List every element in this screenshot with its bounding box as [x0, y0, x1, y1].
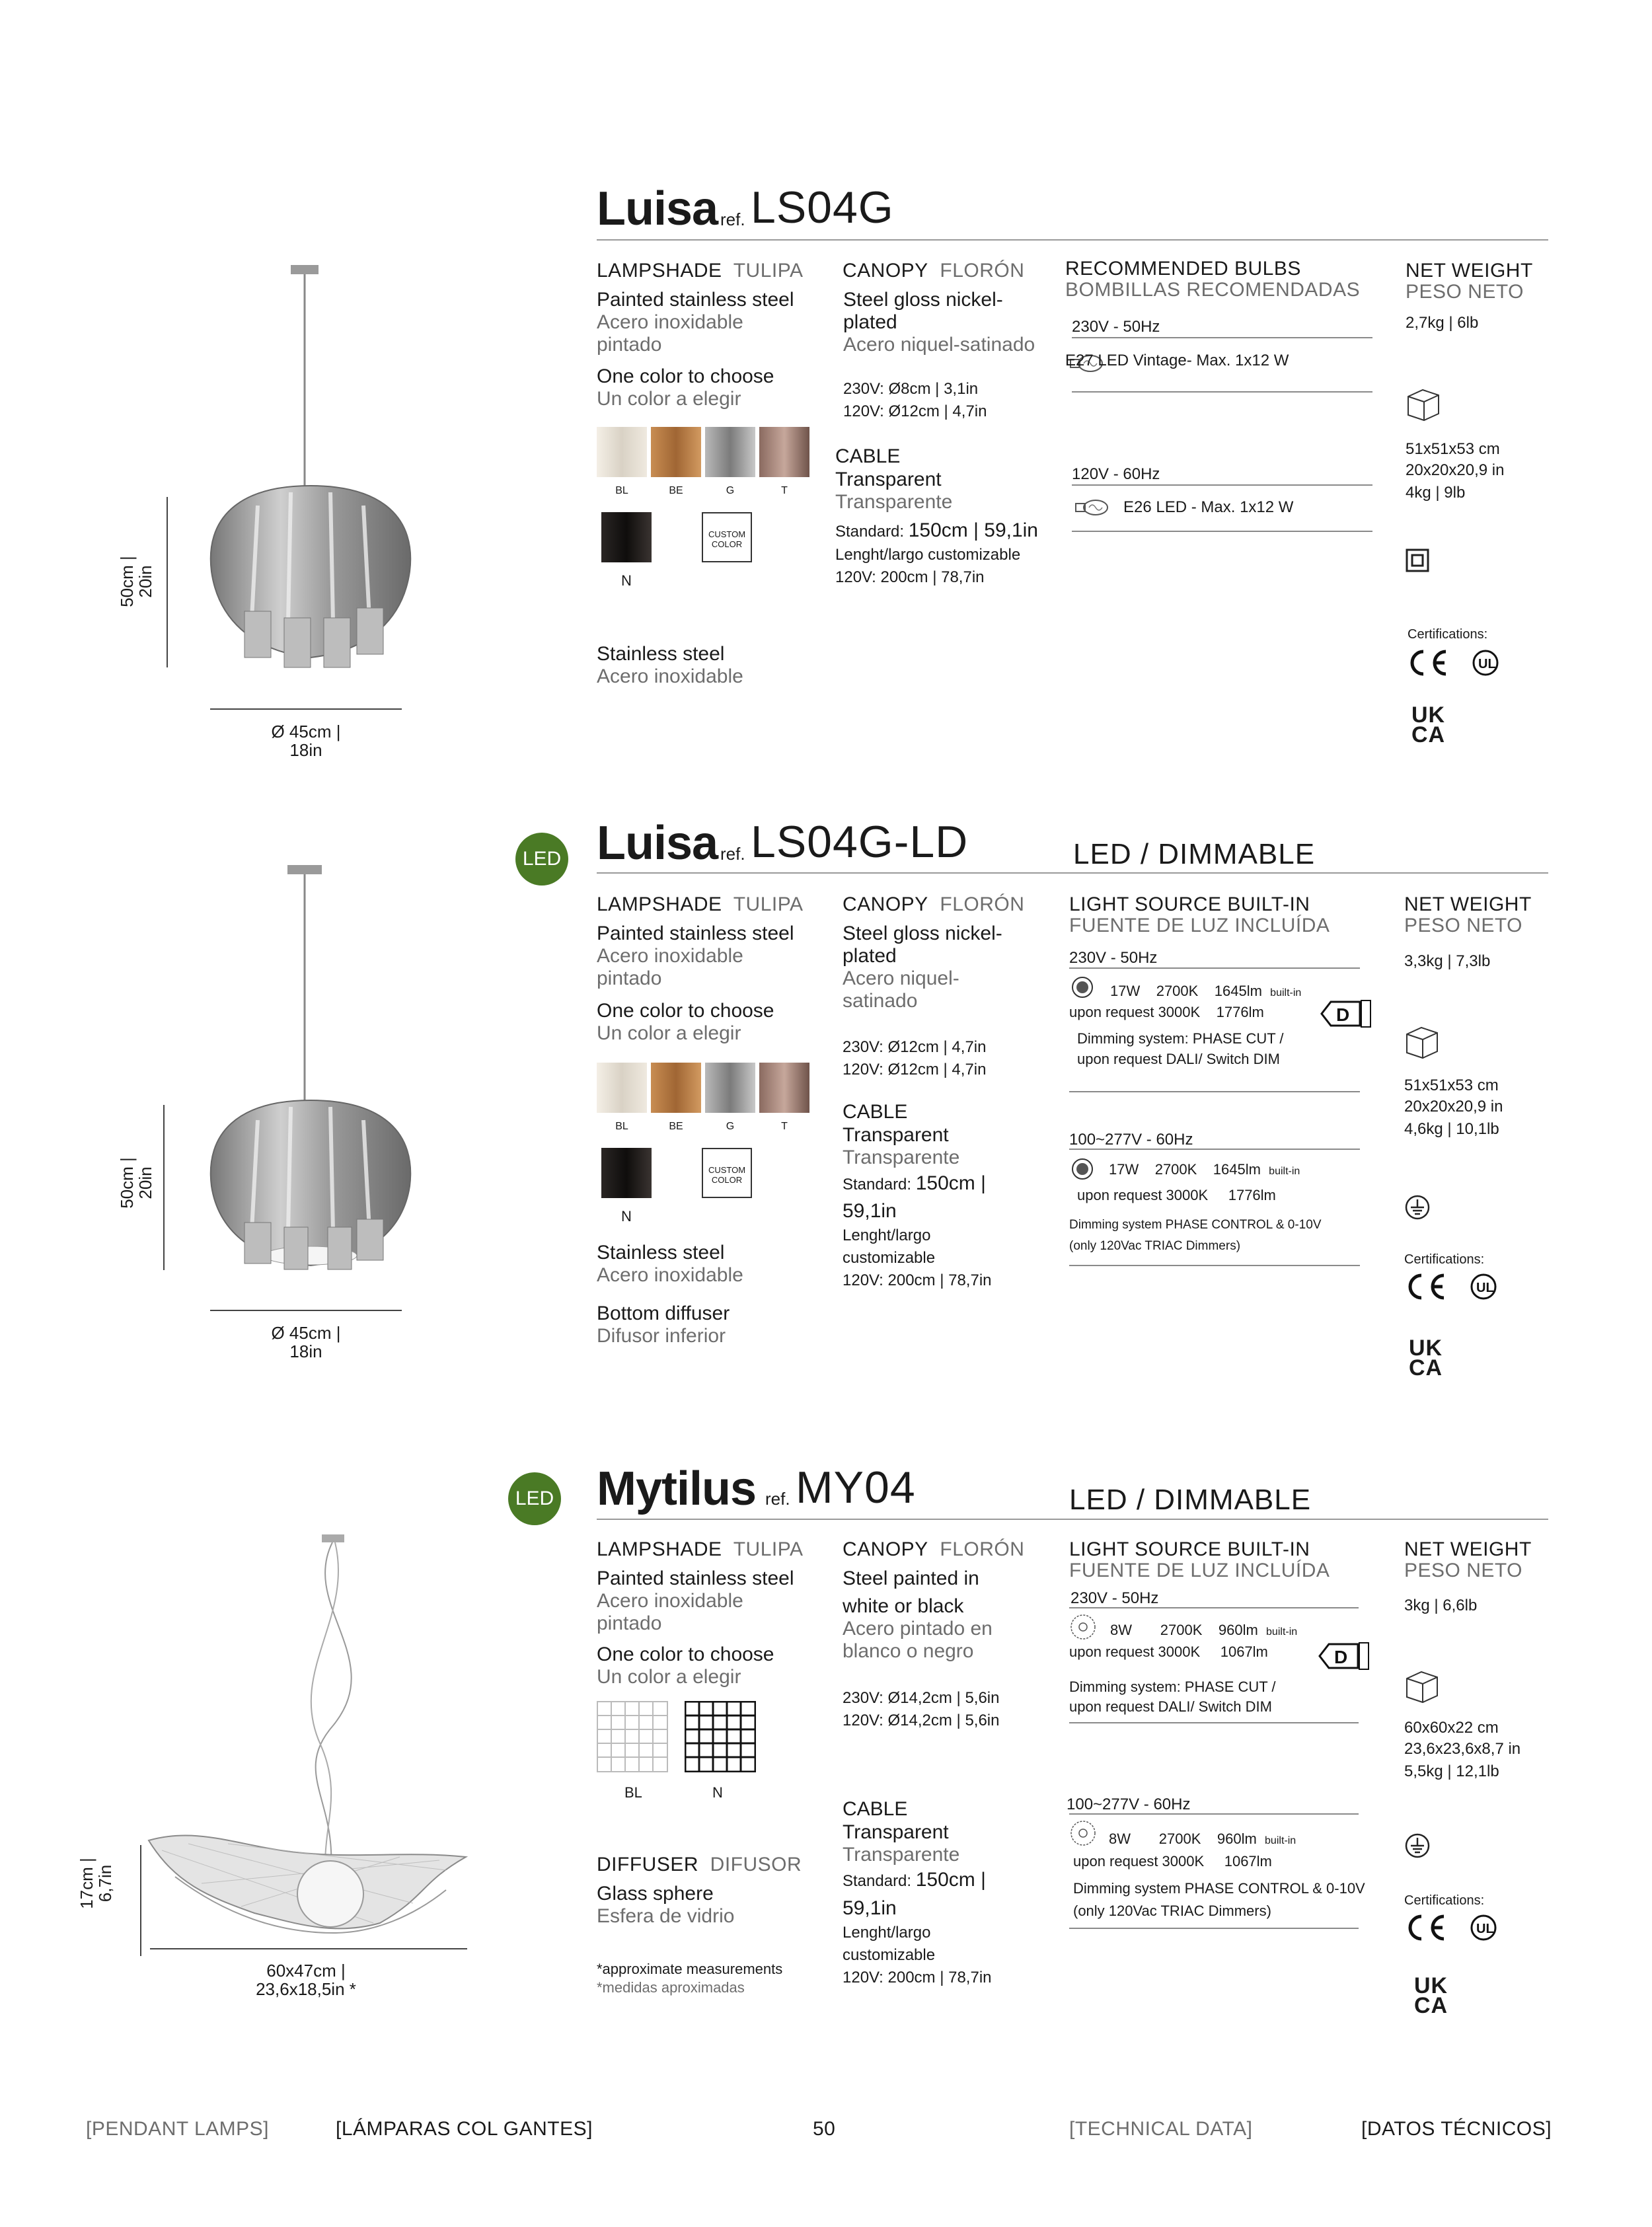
request-kelvin: 3000K — [1158, 1004, 1201, 1020]
canopy-dim-120: 120V: Ø14,2cm | 5,6in — [843, 1712, 1000, 1729]
source-lumens: 1645lm — [1214, 983, 1262, 999]
cable-custom-1: Lenght/largo — [843, 1227, 931, 1244]
bulb-120v-type: E26 LED - Max. 1x12 W — [1123, 498, 1294, 516]
canopy-dim-120: 120V: Ø12cm | 4,7in — [843, 1061, 987, 1078]
footer-section-en: [PENDANT LAMPS] — [86, 2118, 270, 2140]
energy-class: D — [1334, 1647, 1348, 1667]
lampshade-heading — [597, 893, 804, 916]
lampshade-material: Painted stainless steel — [597, 1567, 794, 1589]
product-title: Luisa — [597, 817, 718, 870]
source-watts: 17W — [1110, 983, 1141, 999]
header-rule — [597, 872, 1548, 874]
source-kelvin: 2700K — [1154, 1161, 1197, 1178]
source-lumens: 1645lm — [1213, 1161, 1261, 1178]
led-badge: LED — [508, 1472, 561, 1525]
cable-standard-prefix: Standard: — [843, 1872, 912, 1890]
cable-standard — [835, 519, 1038, 542]
box-icon — [1406, 383, 1443, 423]
swatch-be[interactable] — [651, 427, 701, 477]
canopy-material-1: Steel painted in — [843, 1567, 979, 1589]
canopy-label: CANOPY — [843, 893, 928, 915]
cable-120v: 120V: 200cm | 78,7in — [843, 1969, 992, 1986]
cert-label: Certifications: — [1408, 627, 1488, 642]
ref-label: ref. — [765, 1489, 790, 1509]
bulbs-title: RECOMMENDED BULBS — [1065, 258, 1301, 280]
ul-mark: UL — [1476, 1922, 1494, 1936]
cable-standard-value: 150cm | — [915, 1869, 986, 1891]
cable-material: Transparent — [843, 1124, 949, 1146]
rule — [1069, 1722, 1359, 1723]
box-size-cm: 51x51x53 cm — [1404, 1076, 1499, 1094]
dimming-b1: Dimming system PHASE CONTROL & 0-10V — [1073, 1880, 1365, 1897]
product-title: Mytilus — [597, 1462, 757, 1515]
swatch-t[interactable] — [759, 1063, 809, 1113]
product-ref: LS04G — [751, 182, 894, 233]
canopy-dim-230: 230V: Ø8cm | 3,1in — [843, 380, 979, 398]
rule — [1069, 1091, 1360, 1092]
height-dimension-line — [140, 1845, 141, 1956]
dimming-2: upon request DALI/ Switch DIM — [1077, 1051, 1280, 1067]
cable-standard-prefix: Standard: — [843, 1176, 912, 1193]
dimming-1: Dimming system: PHASE CUT / — [1077, 1030, 1284, 1047]
swatch-bl[interactable] — [597, 427, 647, 477]
ul-mark: UL — [1476, 1281, 1494, 1295]
swatch-label: BE — [669, 485, 683, 496]
cable-custom: Lenght/largo customizable — [835, 546, 1021, 564]
width-value-in: 18in — [289, 740, 322, 760]
diffuser-material-es: Esfera de vidrio — [597, 1905, 735, 1927]
energy-class-icon — [1318, 1642, 1370, 1671]
builtin-note: built-in — [1266, 1626, 1298, 1638]
lampshade-material-es-2: pintado — [597, 967, 662, 989]
swatch-label: T — [781, 1121, 788, 1132]
height-dimension-line — [167, 497, 168, 667]
color-note-es: Un color a elegir — [597, 1666, 741, 1688]
canopy-material-2: plated — [843, 945, 897, 967]
swatch-label: BE — [669, 1121, 683, 1132]
box-weight: 4kg | 9lb — [1406, 484, 1466, 502]
canopy-dim-120: 120V: Ø12cm | 4,7in — [843, 402, 987, 420]
approx-note: *approximate measurements — [597, 1961, 783, 1977]
width-value: 60x47cm | — [266, 1961, 346, 1981]
cable-label: CABLE — [843, 1101, 908, 1123]
ref-label: ref. — [720, 844, 745, 864]
weight-title-es: PESO NETO — [1404, 1560, 1522, 1581]
lampshade-label-es: TULIPA — [733, 893, 804, 915]
canopy-heading — [843, 260, 1024, 282]
rule — [1069, 1149, 1360, 1150]
height-value-in: 20in — [135, 565, 155, 598]
custom-label: CUSTOM — [708, 1165, 746, 1175]
diffuser-material: Glass sphere — [597, 1883, 714, 1905]
canopy-material-1: Steel gloss nickel- — [843, 289, 1003, 311]
weight-title: NET WEIGHT — [1404, 1538, 1532, 1560]
cable-custom-2: customizable — [843, 1946, 936, 1964]
swatch-n[interactable] — [601, 512, 652, 562]
cable-standard — [843, 1172, 986, 1195]
source-kelvin: 2700K — [1160, 1622, 1203, 1638]
source-request — [1069, 1004, 1264, 1021]
request-lumens: 1776lm — [1216, 1004, 1264, 1020]
canopy-material-1: Steel gloss nickel- — [843, 923, 1002, 944]
source-230v: 230V - 50Hz — [1070, 1589, 1159, 1607]
led-chip-icon — [1070, 975, 1094, 999]
approx-note-es: *medidas aproximadas — [597, 1979, 745, 1996]
net-weight: 3kg | 6,6lb — [1404, 1597, 1478, 1614]
class-ii-icon — [1406, 548, 1429, 572]
source-kelvin: 2700K — [1158, 1831, 1201, 1847]
swatch-t[interactable] — [759, 427, 809, 477]
rule — [1069, 1813, 1359, 1815]
cert-label: Certifications: — [1404, 1252, 1485, 1267]
header-rule — [597, 1519, 1548, 1520]
ukca-mark — [1414, 1973, 1448, 2018]
canopy-dim-230: 230V: Ø12cm | 4,7in — [843, 1038, 987, 1056]
bulb-230v-type: E27 LED Vintage- Max. 1x12 W — [1065, 352, 1289, 369]
source-watts: 8W — [1110, 1622, 1132, 1638]
swatch-label: N — [621, 572, 632, 589]
ce-ul-icons — [1404, 1270, 1503, 1303]
height-dimension — [77, 1837, 114, 1930]
source-title: LIGHT SOURCE BUILT-IN — [1069, 893, 1310, 915]
rule — [1072, 531, 1372, 532]
source-spec — [1109, 1831, 1296, 1848]
height-value-in: 20in — [135, 1166, 155, 1199]
custom-label: COLOR — [711, 539, 743, 549]
dimming-b2: (only 120Vac TRIAC Dimmers) — [1069, 1239, 1241, 1253]
source-title: LIGHT SOURCE BUILT-IN — [1069, 1538, 1310, 1560]
height-value: 17cm | — [77, 1858, 96, 1909]
height-value: 50cm | — [117, 1157, 137, 1209]
box-size-in: 20x20x20,9 in — [1406, 461, 1505, 479]
bulbs-120v: 120V - 60Hz — [1072, 465, 1160, 483]
rule — [1069, 1928, 1359, 1929]
diffuser-es: Difusor inferior — [597, 1325, 726, 1347]
lampshade-material-es-1: Acero inoxidable — [597, 945, 743, 967]
canopy-material-2: plated — [843, 311, 897, 333]
canopy-material-es-1: Acero niquel- — [843, 967, 959, 989]
net-weight: 2,7kg | 6lb — [1406, 314, 1479, 332]
swatch-label: T — [781, 485, 788, 496]
color-note: One color to choose — [597, 1643, 774, 1665]
cable-label: CABLE — [835, 445, 901, 467]
energy-class-icon — [1320, 999, 1372, 1028]
cable-standard-value: 150cm | 59,1in — [908, 519, 1038, 541]
ul-mark: UL — [1478, 657, 1496, 671]
swatch-label: BL — [624, 1784, 642, 1801]
footer-technical-en: [TECHNICAL DATA] — [1069, 2118, 1253, 2140]
swatch-n[interactable] — [601, 1148, 652, 1198]
custom-label: CUSTOM — [708, 529, 746, 539]
swatch-label: G — [726, 1121, 735, 1132]
rule — [1069, 967, 1360, 969]
weight-title-es: PESO NETO — [1404, 915, 1522, 936]
source-title-es: FUENTE DE LUZ INCLUÍDA — [1069, 915, 1330, 936]
bulbs-title-es: BOMBILLAS RECOMENDADAS — [1065, 279, 1361, 301]
source-watts: 8W — [1109, 1831, 1131, 1847]
ukca-bottom: CA — [1414, 1993, 1448, 2018]
lampshade-label: LAMPSHADE — [597, 893, 722, 915]
color-note-es: Un color a elegir — [597, 388, 741, 410]
lampshade-label: LAMPSHADE — [597, 1538, 722, 1560]
cable-standard-value: 150cm | — [915, 1172, 986, 1194]
header-rule — [597, 239, 1548, 241]
ukca-mark — [1409, 1338, 1443, 1378]
bulbs-230v: 230V - 50Hz — [1072, 318, 1160, 336]
cable-material-es: Transparente — [843, 1147, 960, 1168]
box-size-in: 23,6x23,6x8,7 in — [1404, 1740, 1521, 1758]
swatch-label: BL — [615, 1121, 628, 1132]
source-spec — [1110, 1622, 1297, 1639]
cable-label: CABLE — [843, 1798, 908, 1820]
canopy-label: CANOPY — [843, 1538, 928, 1560]
rule — [1072, 391, 1372, 393]
canopy-material-es-1: Acero pintado en — [843, 1618, 993, 1640]
swatch-g[interactable] — [705, 427, 755, 477]
source-spec — [1110, 983, 1301, 1000]
cable-material-es: Transparente — [843, 1844, 960, 1866]
lampshade-material-es-1: Acero inoxidable — [597, 311, 743, 333]
lampshade-label-es: TULIPA — [733, 1538, 804, 1560]
custom-color-swatch[interactable] — [702, 512, 752, 562]
height-dimension — [118, 1137, 155, 1229]
dimming-b2: (only 120Vac TRIAC Dimmers) — [1073, 1903, 1271, 1919]
width-dimension-line — [210, 1310, 402, 1311]
footer-technical-es: [DATOS TÉCNICOS] — [1361, 2118, 1552, 2140]
diffuser-label: DIFFUSER — [597, 1854, 698, 1875]
cable-material-es: Transparente — [835, 491, 953, 513]
height-value-in: 6,7in — [95, 1864, 115, 1903]
product-ref: LS04G-LD — [751, 817, 969, 867]
rule — [1069, 1607, 1359, 1608]
lamp-illustration — [198, 862, 423, 1272]
source-watts: 17W — [1109, 1161, 1139, 1178]
box-icon — [1404, 1021, 1441, 1061]
energy-class: D — [1336, 1004, 1350, 1025]
cable-standard — [843, 1869, 986, 1891]
height-dimension-line — [163, 1105, 165, 1270]
lampshade-heading — [597, 260, 804, 282]
product-ref: MY04 — [796, 1462, 916, 1513]
rule — [1072, 337, 1372, 338]
swatch-bl-mesh[interactable] — [597, 1701, 668, 1772]
lampshade-material-es-2: pintado — [597, 1612, 662, 1634]
canopy-dim-230: 230V: Ø14,2cm | 5,6in — [843, 1689, 1000, 1707]
color-note: One color to choose — [597, 1000, 774, 1022]
builtin-note: built-in — [1265, 1835, 1296, 1846]
source-title-es: FUENTE DE LUZ INCLUÍDA — [1069, 1560, 1330, 1581]
source-lumens: 960lm — [1218, 1622, 1258, 1638]
page-number: 50 — [813, 2118, 836, 2140]
source-kelvin: 2700K — [1156, 983, 1199, 999]
canopy-label-es: FLORÓN — [940, 1538, 1025, 1560]
dimming-b1: Dimming system PHASE CONTROL & 0-10V — [1069, 1218, 1322, 1232]
box-weight: 4,6kg | 10,1lb — [1404, 1120, 1499, 1138]
led-dimmable-tag: LED / DIMMABLE — [1069, 1484, 1312, 1516]
builtin-note: built-in — [1269, 1166, 1300, 1177]
ref-label: ref. — [720, 209, 745, 229]
canopy-label-es: FLORÓN — [940, 260, 1025, 282]
diffuser-label-es: DIFUSOR — [710, 1854, 802, 1875]
lampshade-label-es: TULIPA — [733, 260, 804, 282]
cable-standard-in: 59,1in — [843, 1200, 897, 1222]
footer-section-es: [LÁMPARAS COL GANTES] — [336, 2118, 593, 2140]
height-value: 50cm | — [117, 556, 137, 607]
ukca-bottom: CA — [1409, 1355, 1443, 1380]
ukca-mark — [1411, 702, 1446, 747]
extra-material-es: Acero inoxidable — [597, 1264, 743, 1286]
lampshade-material: Painted stainless steel — [597, 923, 794, 944]
net-weight: 3,3kg | 7,3lb — [1404, 952, 1491, 970]
cable-custom-2: customizable — [843, 1249, 936, 1267]
source-277v: 100~277V - 60Hz — [1067, 1795, 1191, 1813]
rule — [1072, 484, 1372, 486]
lampshade-material-es-1: Acero inoxidable — [597, 1590, 743, 1612]
ukca-top: UK — [1409, 1336, 1443, 1361]
extra-material: Stainless steel — [597, 1242, 725, 1264]
dimming-1: Dimming system: PHASE CUT / — [1069, 1679, 1276, 1695]
builtin-note: built-in — [1270, 987, 1302, 999]
swatch-g[interactable] — [705, 1063, 755, 1113]
ce-ul-icons — [1406, 646, 1505, 679]
cable-standard-in: 59,1in — [843, 1897, 897, 1919]
led-chip-icon — [1070, 1157, 1094, 1181]
weight-title: NET WEIGHT — [1406, 260, 1533, 282]
diffuser: Bottom diffuser — [597, 1302, 730, 1324]
source-spec — [1109, 1161, 1300, 1178]
rule — [1069, 1265, 1360, 1266]
ground-icon — [1404, 1194, 1431, 1221]
cable-120v: 120V: 200cm | 78,7in — [843, 1271, 992, 1289]
swatch-label: N — [712, 1784, 723, 1801]
swatch-be[interactable] — [651, 1063, 701, 1113]
source-request: upon request 3000K 1067lm — [1069, 1643, 1268, 1660]
ukca-top: UK — [1414, 1973, 1448, 1998]
led-badge: LED — [515, 833, 568, 886]
box-size-cm: 51x51x53 cm — [1406, 440, 1500, 458]
lampshade-material: Painted stainless steel — [597, 289, 794, 311]
ukca-top: UK — [1411, 702, 1446, 728]
swatch-bl[interactable] — [597, 1063, 647, 1113]
cable-material: Transparent — [843, 1821, 949, 1843]
dimming-2: upon request DALI/ Switch DIM — [1069, 1698, 1272, 1715]
canopy-label: CANOPY — [843, 260, 928, 282]
box-weight: 5,5kg | 12,1lb — [1404, 1762, 1499, 1780]
cable-standard-prefix: Standard: — [835, 523, 905, 541]
swatch-label: N — [621, 1208, 632, 1225]
cable-custom-1: Lenght/largo — [843, 1924, 931, 1942]
width-dimension-line — [150, 1948, 467, 1949]
ground-icon — [1404, 1832, 1431, 1859]
led-chip-icon — [1069, 1819, 1098, 1848]
box-size-cm: 60x60x22 cm — [1404, 1719, 1499, 1737]
lamp-illustration — [135, 1527, 479, 1949]
width-dimension — [240, 1324, 372, 1361]
lampshade-label: LAMPSHADE — [597, 260, 722, 282]
box-icon — [1404, 1665, 1441, 1705]
extra-material: Stainless steel — [597, 643, 725, 665]
led-chip-icon — [1069, 1612, 1098, 1642]
color-note: One color to choose — [597, 365, 774, 387]
extra-material-es: Acero inoxidable — [597, 665, 743, 687]
canopy-label-es: FLORÓN — [940, 893, 1025, 915]
canopy-heading — [843, 893, 1024, 916]
cable-material: Transparent — [835, 469, 942, 490]
source-request-b: upon request 3000K 1776lm — [1077, 1187, 1276, 1203]
custom-color-swatch[interactable] — [702, 1148, 752, 1198]
source-230v: 230V - 50Hz — [1069, 949, 1158, 967]
request-prefix: upon request — [1069, 1004, 1154, 1020]
source-lumens: 960lm — [1217, 1831, 1257, 1847]
width-value: Ø 45cm | — [271, 1323, 341, 1343]
lampshade-heading — [597, 1538, 804, 1561]
lampshade-material-es-2: pintado — [597, 334, 662, 356]
width-value-in: 23,6x18,5in * — [256, 1979, 356, 1999]
led-dimmable-tag: LED / DIMMABLE — [1073, 838, 1316, 870]
canopy-material-2: white or black — [843, 1595, 964, 1617]
width-dimension — [207, 1961, 405, 1998]
width-dimension — [240, 722, 372, 759]
width-dimension-line — [210, 708, 402, 710]
source-277v: 100~277V - 60Hz — [1069, 1131, 1193, 1149]
width-value: Ø 45cm | — [271, 722, 341, 741]
box-size-in: 20x20x20,9 in — [1404, 1098, 1503, 1115]
lamp-illustration — [198, 261, 423, 671]
swatch-n-mesh[interactable] — [685, 1701, 756, 1772]
ukca-bottom: CA — [1411, 722, 1446, 747]
canopy-material-es-2: satinado — [843, 990, 918, 1012]
swatch-label: BL — [615, 485, 628, 496]
canopy-heading — [843, 1538, 1024, 1561]
height-dimension — [118, 535, 155, 628]
ce-ul-icons — [1404, 1911, 1503, 1944]
custom-label: COLOR — [711, 1175, 743, 1185]
bulb-icon — [1072, 496, 1111, 519]
width-value-in: 18in — [289, 1341, 322, 1361]
weight-title-es: PESO NETO — [1406, 281, 1524, 303]
diffuser-heading — [597, 1854, 802, 1876]
weight-title: NET WEIGHT — [1404, 893, 1532, 915]
canopy-material-es: Acero niquel-satinado — [843, 334, 1035, 356]
cable-120v: 120V: 200cm | 78,7in — [835, 568, 985, 586]
color-note-es: Un color a elegir — [597, 1022, 741, 1044]
canopy-material-es-2: blanco o negro — [843, 1640, 974, 1662]
product-title: Luisa — [597, 182, 718, 235]
swatch-label: G — [726, 485, 735, 496]
source-request-b: upon request 3000K 1067lm — [1073, 1853, 1272, 1869]
cert-label: Certifications: — [1404, 1893, 1485, 1908]
